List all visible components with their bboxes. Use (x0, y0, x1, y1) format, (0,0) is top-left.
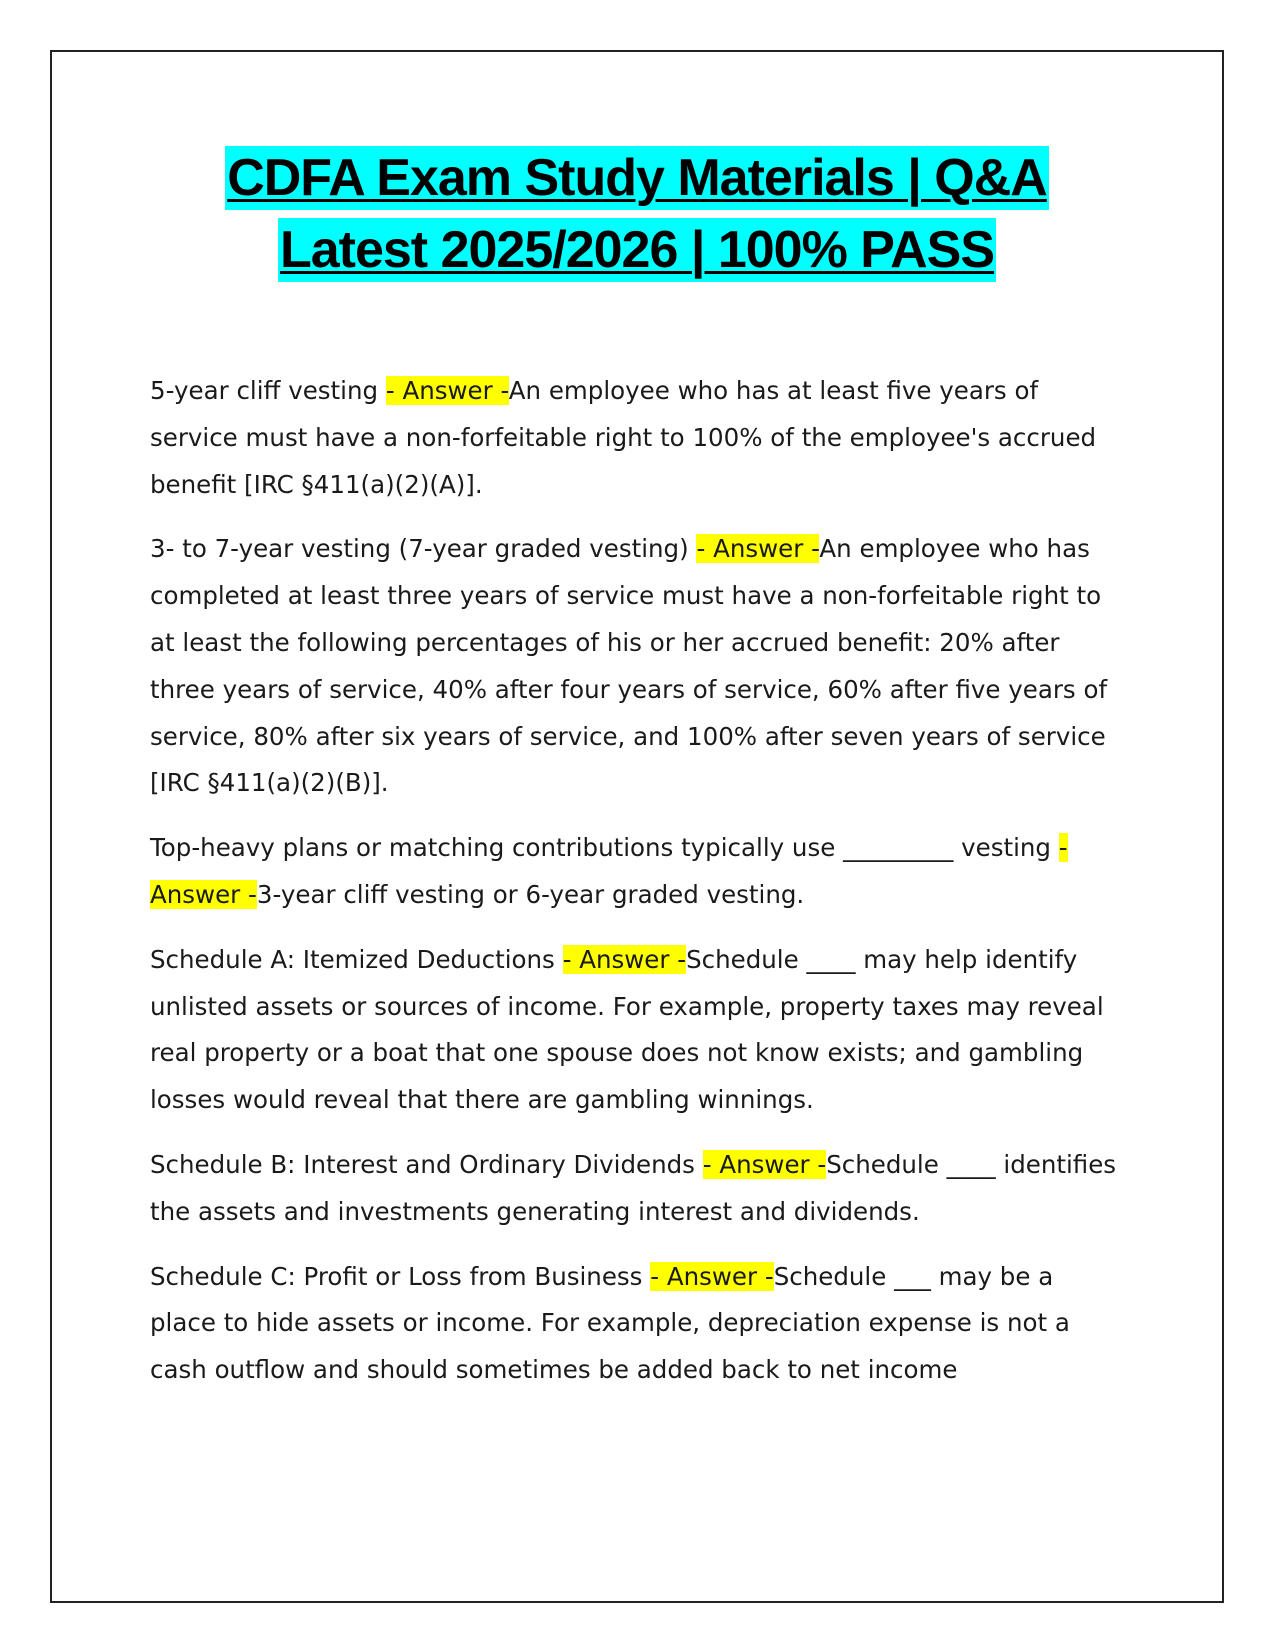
qa-item (150, 825, 1125, 919)
question-text: Schedule A: Itemized Deductions (150, 944, 563, 974)
question-text: 5-year cliff vesting (150, 376, 386, 405)
question-text: 3- to 7-year vesting (7-year graded vesting) (150, 534, 697, 564)
qa-item (150, 526, 1125, 807)
qa-item (150, 1142, 1125, 1236)
answer-text: Schedule ___ may be a place to hide assets or income. For example, depreciation expense is not a cash outflow and should sometimes be added back to net income (150, 1261, 1070, 1385)
answer-tag: - Answer - (702, 1149, 827, 1179)
answer-text: Schedule ____ identifies the assets and investments generating interest and dividends. (150, 1149, 1117, 1226)
qa-item (150, 368, 1125, 508)
answer-text: An employee who has completed at least three years of service must have a non-forfeitable right to at least the following percentages of his or her accrued benefit: 20% after three years of service, 40% after four years of service, 60% after five years of service, 80% after six years of service, and 100% after seven years of service [IRC §411(a)(2)(B)]. (150, 534, 1108, 798)
answer-tag: - Answer - (650, 1261, 774, 1291)
title-line-2: Latest 2025/2026 | 100% PASS (278, 218, 996, 282)
qa-item (150, 1254, 1125, 1394)
answer-text: An employee who has at least five years of service must have a non-forfeitable right to 100% of the employee's accrued benefit [IRC §411(a)(2)(A)]. (150, 376, 1097, 499)
question-text: Schedule B: Interest and Ordinary Dividends (150, 1149, 703, 1179)
answer-text: Schedule ____ may help identify unlisted assets or sources of income. For example, property taxes may reveal real property or a boat that one spouse does not know exists; and gambling losses would reveal that there are gambling winnings. (150, 944, 1104, 1115)
title-line-1: CDFA Exam Study Materials | Q&A (225, 146, 1049, 210)
answer-text: 3-year cliff vesting or 6-year graded vesting. (256, 879, 805, 909)
answer-tag: - Answer - (696, 534, 820, 564)
qa-list (150, 368, 1125, 1412)
question-text: Schedule C: Profit or Loss from Business (150, 1261, 651, 1291)
answer-tag: - Answer - (150, 833, 1068, 909)
question-text: Top-heavy plans or matching contributions typically use _________ vesting (150, 833, 1059, 863)
answer-tag: - Answer - (562, 944, 687, 974)
qa-item (150, 937, 1125, 1124)
document-title (52, 146, 1222, 282)
answer-tag: - Answer - (385, 376, 509, 405)
